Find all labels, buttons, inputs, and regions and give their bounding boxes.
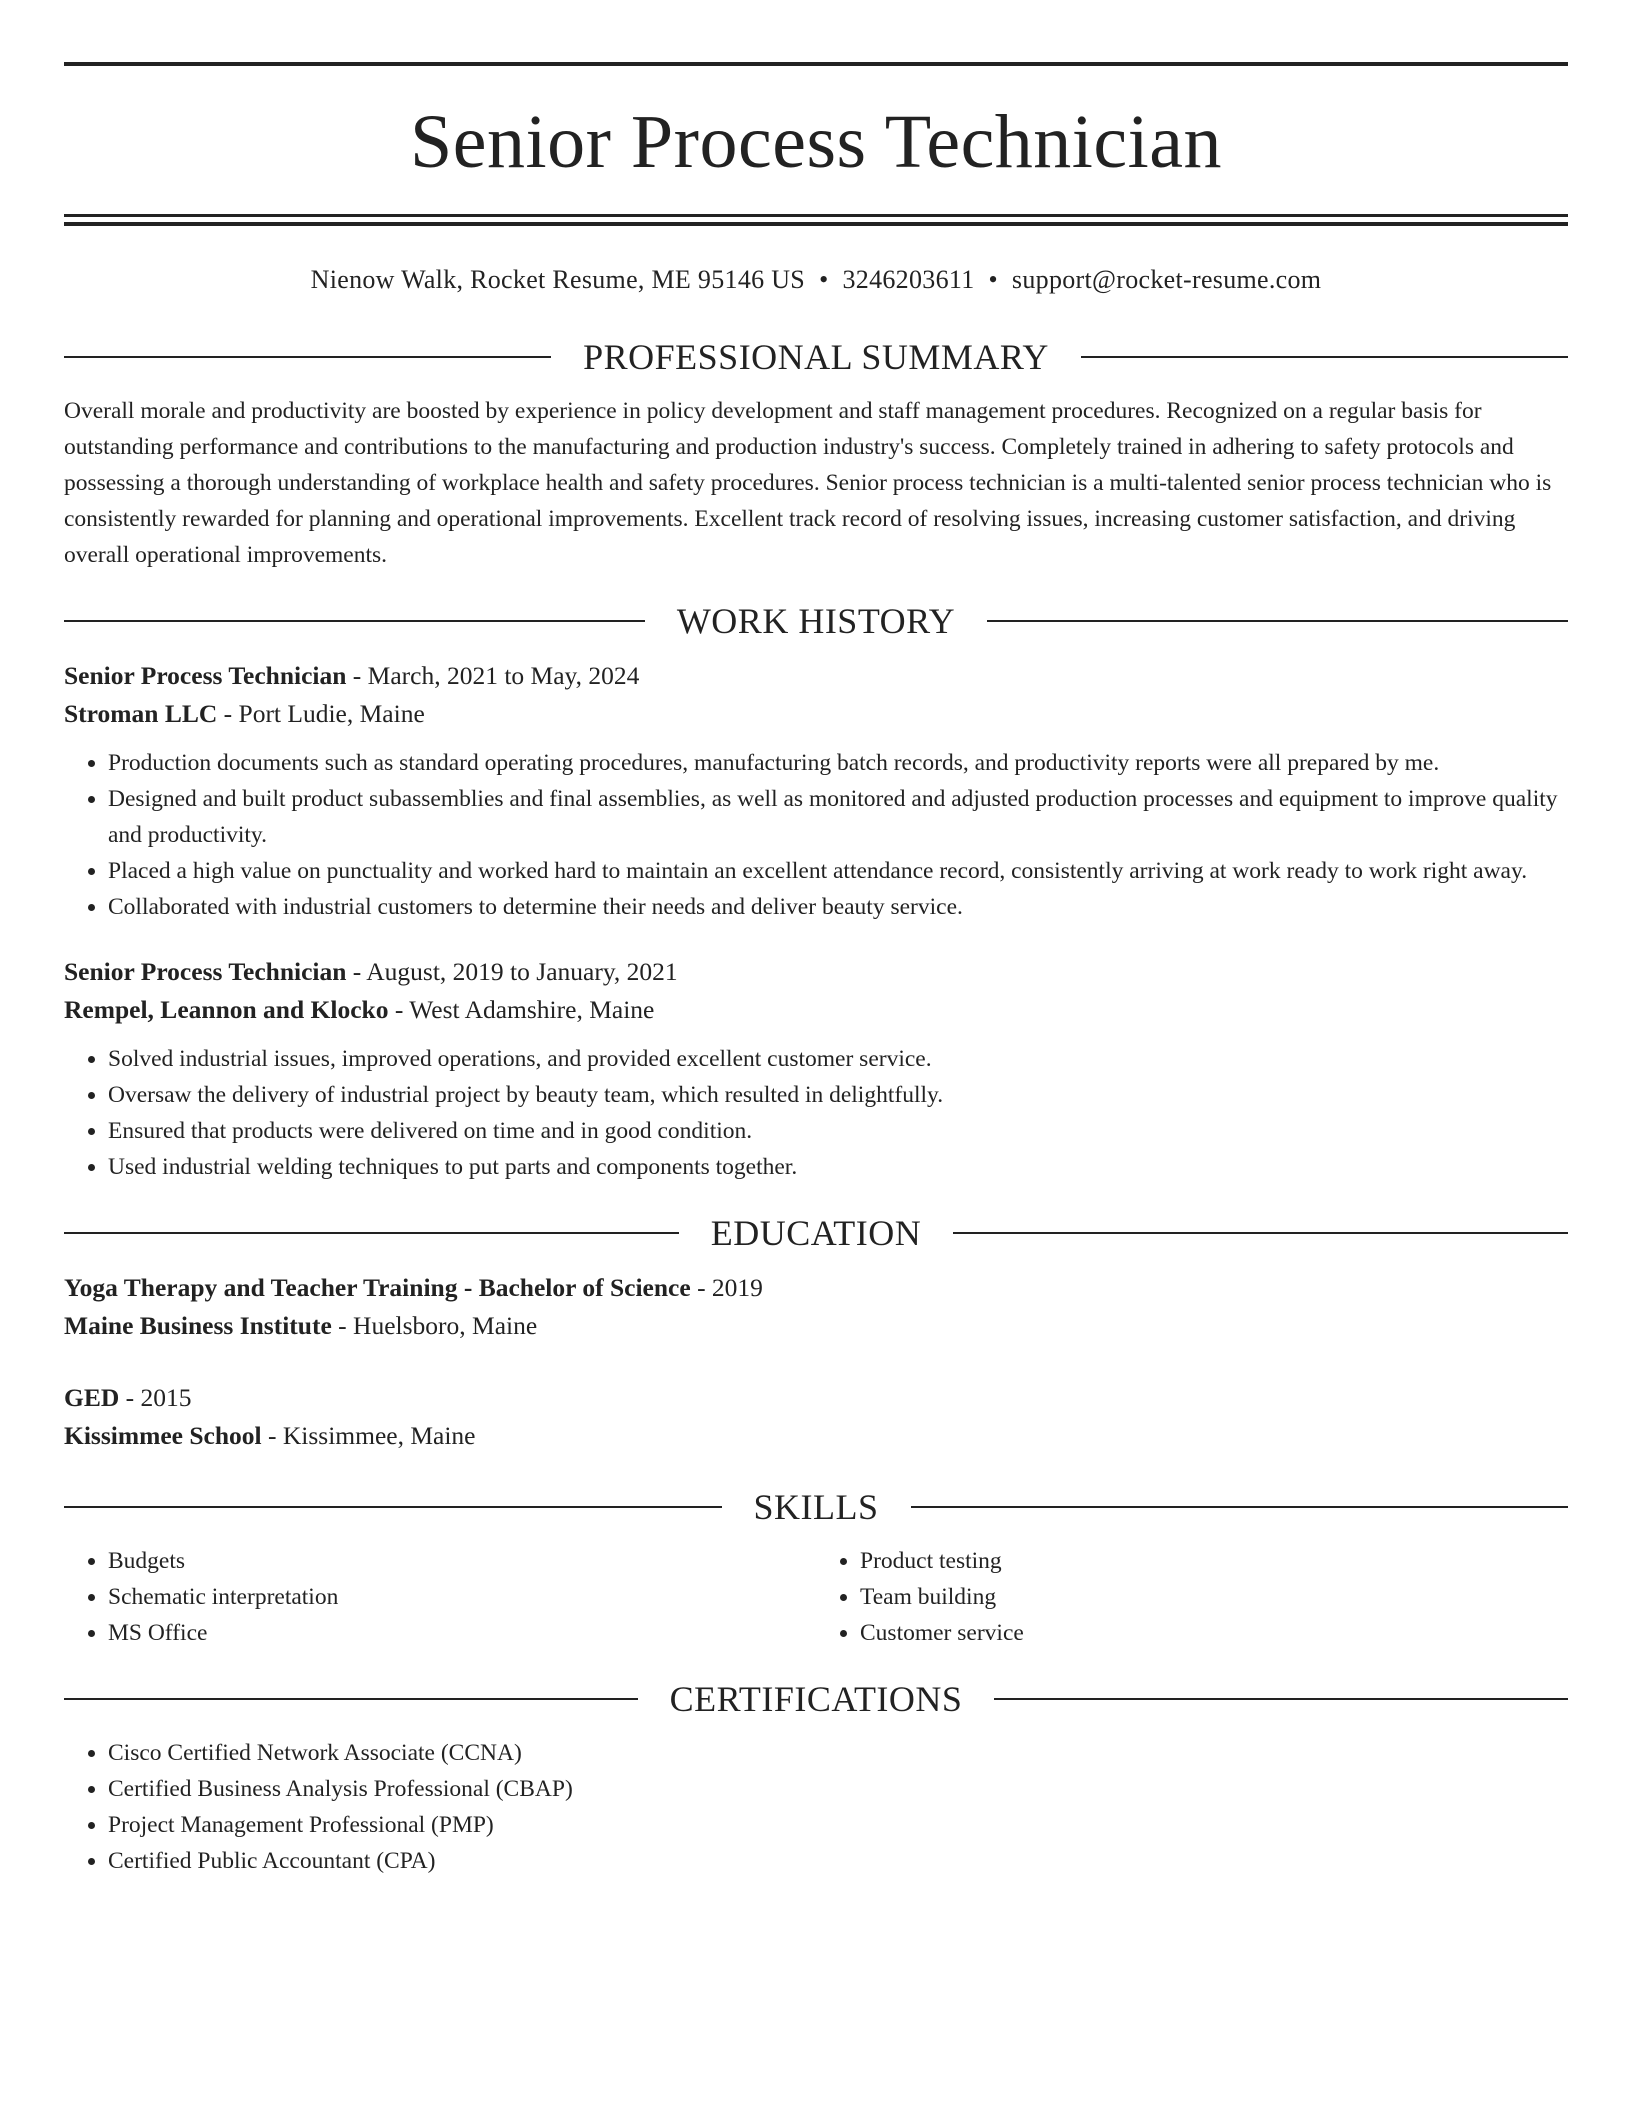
heading-rule	[64, 620, 645, 622]
list-item: • Used industrial welding techniques to put parts and components together.	[108, 1149, 1568, 1185]
list-item: • Budgets	[108, 1543, 816, 1579]
skills-column-right	[816, 1543, 1568, 1651]
section-heading-certifications	[64, 1679, 1568, 1720]
summary-text: Overall morale and productivity are boosted by experience in policy development and staff management procedures. Recognized on a regular basis for outstanding performance and contributions to the manufacturing and production industry's success. Completely trained in adhering to safety protocols and possessing a thorough understanding of workplace health and safety procedures. Senior process technician is a multi-talented senior process technician who is consistently rewarded for planning and operational improvements. Excellent track record of resolving issues, increasing customer satisfaction, and driving overall operational improvements.	[64, 398, 1552, 569]
section-title: CERTIFICATIONS	[669, 1679, 963, 1720]
contact-email[interactable]: support@rocket-resume.com	[1011, 265, 1322, 294]
heading-rule	[64, 356, 551, 358]
list-item: • Team building	[860, 1579, 1568, 1615]
list-item: • MS Office	[108, 1615, 816, 1651]
job-bullets	[64, 745, 1568, 925]
list-item: • Cisco Certified Network Associate (CCNA)	[108, 1735, 1568, 1771]
double-rule	[64, 214, 1568, 226]
resume-name: Senior Process Technician	[409, 100, 1223, 184]
section-title: SKILLS	[753, 1487, 879, 1528]
education-year: - 2015	[119, 1383, 192, 1413]
heading-rule	[953, 1232, 1568, 1234]
list-item: • Certified Public Accountant (CPA)	[108, 1843, 1568, 1879]
job-company-line	[64, 991, 1568, 1029]
section-title: EDUCATION	[710, 1213, 922, 1254]
list-item: • Project Management Professional (PMP)	[108, 1807, 1568, 1843]
job-title-line	[64, 953, 1568, 991]
job-dates: - August, 2019 to January, 2021	[346, 957, 678, 987]
job-bullets	[64, 1041, 1568, 1185]
contact-address: Nienow Walk, Rocket Resume, ME 95146 US	[310, 265, 806, 294]
education-degree: Yoga Therapy and Teacher Training - Bachelor of Science	[64, 1273, 691, 1303]
contact-line	[64, 264, 1568, 295]
job-company: Rempel, Leannon and Klocko	[64, 995, 389, 1025]
job-company: Stroman LLC	[64, 699, 218, 729]
list-item: • Placed a high value on punctuality and worked hard to maintain an excellent attendance record, consistently arriving at work ready to work right away.	[108, 853, 1568, 889]
job-company-line	[64, 695, 1568, 733]
education-location: - Kissimmee, Maine	[261, 1421, 476, 1451]
heading-rule	[64, 1698, 638, 1700]
top-rule	[64, 62, 1568, 66]
education-school-line	[64, 1417, 1568, 1455]
job-entry	[64, 657, 1568, 925]
job-title: Senior Process Technician	[64, 661, 347, 691]
heading-rule	[64, 1506, 722, 1508]
contact-separator: •	[819, 265, 829, 294]
list-item: • Oversaw the delivery of industrial project by beauty team, which resulted in delightfully.	[108, 1077, 1568, 1113]
contact-separator: •	[988, 265, 998, 294]
list-item: • Customer service	[860, 1615, 1568, 1651]
job-title: Senior Process Technician	[64, 957, 347, 987]
certifications-list	[64, 1735, 1568, 1879]
education-entry	[64, 1379, 1568, 1455]
list-item: • Solved industrial issues, improved operations, and provided excellent customer service.	[108, 1041, 1568, 1077]
contact-phone[interactable]: 3246203611	[842, 265, 975, 294]
skills-column-left	[64, 1543, 816, 1651]
heading-rule	[994, 1698, 1568, 1700]
heading-rule	[64, 1232, 679, 1234]
section-heading-work	[64, 601, 1568, 642]
job-location: - West Adamshire, Maine	[388, 995, 655, 1025]
education-location: - Huelsboro, Maine	[331, 1311, 538, 1341]
heading-rule	[911, 1506, 1569, 1508]
job-entry	[64, 953, 1568, 1185]
skills-grid	[64, 1543, 1568, 1651]
list-item: • Schematic interpretation	[108, 1579, 816, 1615]
education-year: - 2019	[690, 1273, 763, 1303]
list-item: • Ensured that products were delivered on time and in good condition.	[108, 1113, 1568, 1149]
list-item: • Collaborated with industrial customers to determine their needs and deliver beauty service.	[108, 889, 1568, 925]
education-school: Kissimmee School	[64, 1421, 262, 1451]
heading-rule	[987, 620, 1568, 622]
section-title: WORK HISTORY	[676, 601, 956, 642]
education-degree-line	[64, 1269, 1568, 1307]
section-heading-education	[64, 1213, 1568, 1254]
section-heading-skills	[64, 1487, 1568, 1528]
education-school-line	[64, 1307, 1568, 1345]
list-item: • Certified Business Analysis Professional (CBAP)	[108, 1771, 1568, 1807]
list-item: • Designed and built product subassemblies and final assemblies, as well as monitored and adjusted production processes and equipment to improve quality and productivity.	[108, 781, 1568, 853]
section-title: PROFESSIONAL SUMMARY	[583, 337, 1049, 378]
heading-rule	[1081, 356, 1568, 358]
job-location: - Port Ludie, Maine	[217, 699, 425, 729]
job-dates: - March, 2021 to May, 2024	[346, 661, 640, 691]
education-school: Maine Business Institute	[64, 1311, 332, 1341]
job-title-line	[64, 657, 1568, 695]
list-item: • Production documents such as standard operating procedures, manufacturing batch records, and productivity reports were all prepared by me.	[108, 745, 1568, 781]
section-heading-summary	[64, 337, 1568, 378]
education-degree-line	[64, 1379, 1568, 1417]
list-item: • Product testing	[860, 1543, 1568, 1579]
education-entry	[64, 1269, 1568, 1345]
education-degree: GED	[64, 1383, 120, 1413]
